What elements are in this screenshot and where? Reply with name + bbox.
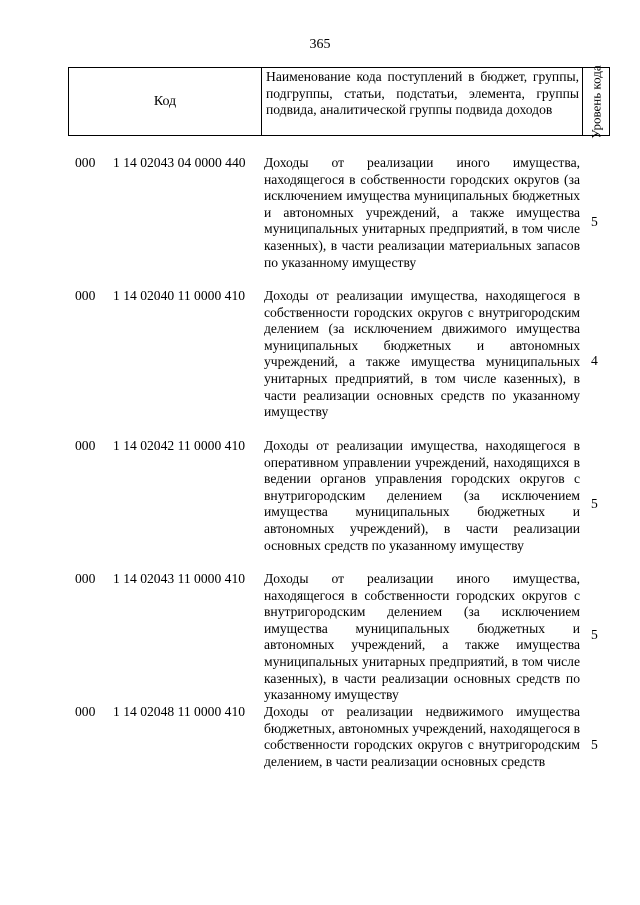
header-name: Наименование кода поступлений в бюджет, группы, подгруппы, статьи, подстатьи, элемента, группы подвида, аналитической группы подвида доходов [262, 68, 583, 135]
row-name: Доходы от реализации недвижимого имущества бюджетных, автономных учреждений, находящегося в собственности городских округов с внутригородским делением, в части реализации основных средств [264, 704, 580, 769]
table-header [68, 64, 610, 139]
row-name: Доходы от реализации иного имущества, находящегося в собственности городских округов с внутригородским делением (за исключением имущества муниципальных бюджетных и автономных учреждений, а также имущества муниципальных унитарных предприятий, в том числе казенных), в части реализации основных средств по указанному имуществу [264, 571, 580, 703]
header-level-cell [583, 64, 609, 139]
row-prefix: 000 [75, 155, 96, 170]
header-level: Уровень кода [588, 64, 604, 139]
row-code: 1 14 02043 04 0000 440 [113, 155, 246, 170]
row-level: 5 [591, 496, 598, 511]
row-prefix: 000 [75, 704, 96, 719]
row-name: Доходы от реализации иного имущества, находящегося в собственности городских округов (за исключением имущества муниципальных бюджетных и автономных учреждений, а также имущества муниципальных унитарных предприятий, в том числе казенных), в части реализации материальных запасов по указанному имуществу [264, 155, 580, 270]
row-code: 1 14 02042 11 0000 410 [113, 438, 246, 453]
row-name: Доходы от реализации имущества, находящегося в оперативном управлении учреждений, находящихся в ведении органов управления городских округов с внутригородским делением (за исключением имущества муниципальных бюджетных и автономных учреждений), в части реализации основных средств по указанному имуществу [264, 438, 580, 553]
row-level: 5 [591, 214, 598, 229]
page-number: 365 [309, 37, 331, 52]
row-prefix: 000 [75, 438, 96, 453]
header-code: Код [69, 68, 262, 135]
row-prefix: 000 [75, 288, 96, 303]
row-code: 1 14 02043 11 0000 410 [113, 571, 246, 586]
row-level: 5 [591, 737, 598, 752]
row-level: 5 [591, 627, 598, 642]
row-code: 1 14 02048 11 0000 410 [113, 704, 246, 719]
row-name: Доходы от реализации имущества, находящегося в собственности городских округов с внутригородским делением (за исключением движимого имущества муниципальных бюджетных и автономных учреждений, а также имущества муниципальных унитарных предприятий, в том числе казенных), в части реализации основных средств по указанному имуществу [264, 288, 580, 420]
row-code: 1 14 02040 11 0000 410 [113, 288, 246, 303]
row-level: 4 [591, 353, 598, 368]
row-prefix: 000 [75, 571, 96, 586]
